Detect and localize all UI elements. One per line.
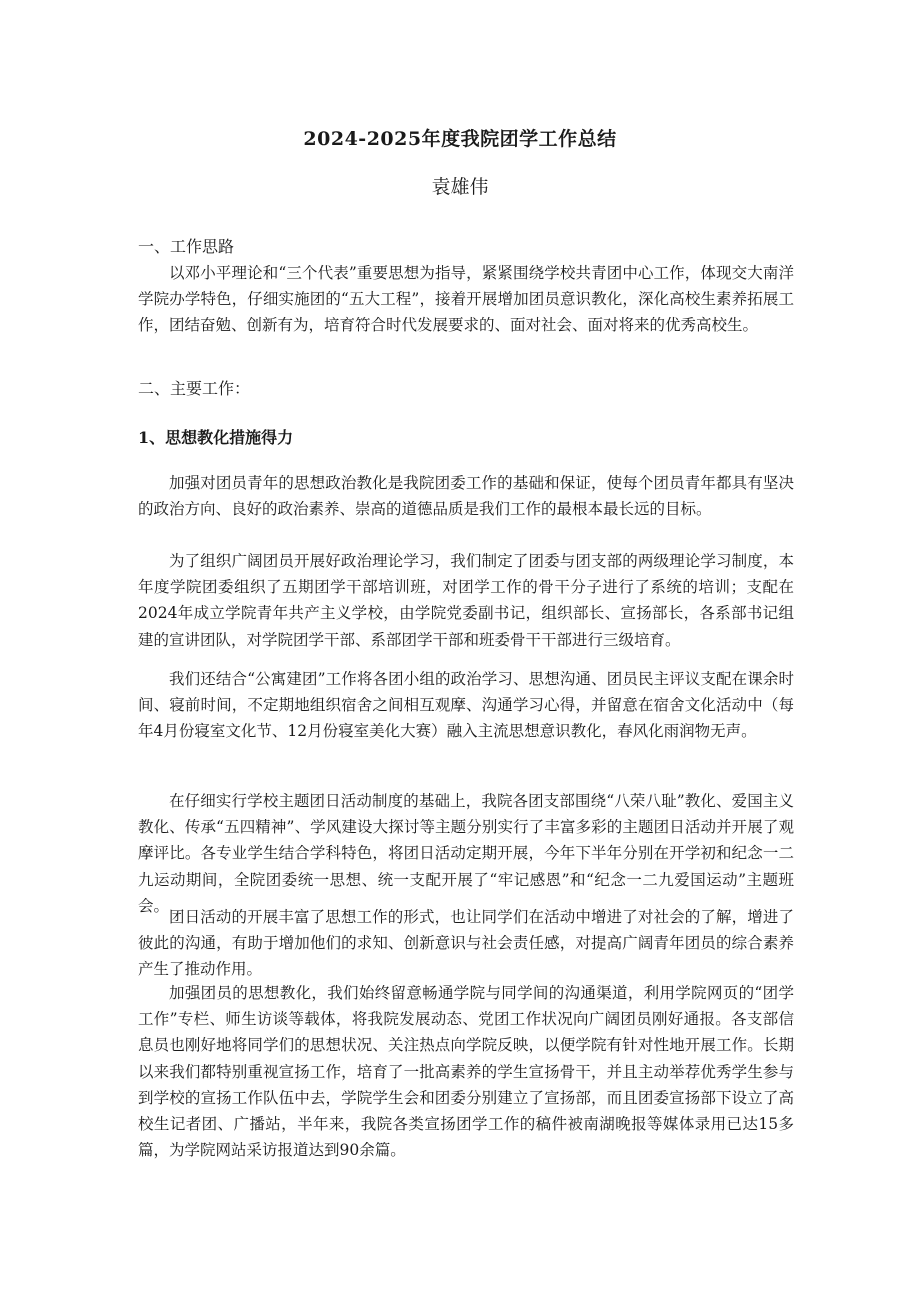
paragraph-5: 团日活动的开展丰富了思想工作的形式，也让同学们在活动中增进了对社会的了解，增进了彼此的沟通，有助于增加他们的求知、创新意识与社会责任感，对提高广阔青年团员的综合素养产生了推动作用。 [138, 908, 794, 979]
paragraph-6: 加强团员的思想教化，我们始终留意畅通学院与同学间的沟通渠道，利用学院网页的“团学工作”专栏、师生访谈等载体，将我院发展动态、党团工作状况向广阔团员刚好通报。各支部信息员也刚好地将同学们的思想状况、关注热点向学院反映，以便学院有针对性地开展工作。长期以来我们都特别重视宣扬工作，培育了一批高素养的学生宣扬骨干，并且主动举荐优秀学生参与到学校的宣扬工作队伍中去，学院学生会和团委分别建立了宣扬部，而且团委宣扬部下设立了高校生记者团、广播站，半年来，我院各类宣扬团学工作的稿件被南湖晚报等媒体录用已达15多篇，为学院网站采访报道达到90余篇。 [138, 984, 794, 1160]
section-heading-main-work: 二、主要工作： [138, 379, 251, 398]
paragraph-1: 加强对团员青年的思想政治教化是我院团委工作的基础和保证，使每个团员青年都具有坚决的政治方向、良好的政治素养、崇高的道德品质是我们工作的最根本最长远的目标。 [138, 474, 794, 519]
document-title: 2024-2025年度我院团学工作总结 [303, 128, 617, 150]
subsection-heading-ideological-education: 1、思想教化措施得力 [138, 428, 294, 447]
paragraph-3: 我们还结合“公寓建团”工作将各团小组的政治学习、思想沟通、团员民主评议支配在课余时间、寝前时间，不定期地组织宿舍之间相互观摩、沟通学习心得，并留意在宿舍文化活动中（每年4月份寝室文化节、12月份寝室美化大赛）融入主流思想意识教化，春风化雨润物无声。 [138, 670, 794, 741]
paragraph-4: 在仔细实行学校主题团日活动制度的基础上，我院各团支部围绕“八荣八耻”教化、爱国主义教化、传承“五四精神”、学风建设大探讨等主题分别实行了丰富多彩的主题团日活动并开展了观摩评比。各专业学生结合学科特色，将团日活动定期开展，今年下半年分别在开学初和纪念一二九运动期间，全院团委统一思想、统一支配开展了“牢记感恩”和“纪念一二九爱国运动”主题班会。 [138, 792, 794, 915]
paragraph-work-approach: 以邓小平理论和“三个代表”重要思想为指导，紧紧围绕学校共青团中心工作，体现交大南洋学院办学特色，仔细实施团的“五大工程”，接着开展增加团员意识教化，深化高校生素养拓展工作，团结奋勉、创新有为，培育符合时代发展要求的、面对社会、面对将来的优秀高校生。 [138, 264, 794, 335]
section-heading-work-approach: 一、工作思路 [138, 237, 235, 256]
paragraph-2: 为了组织广阔团员开展好政治理论学习，我们制定了团委与团支部的两级理论学习制度，本年度学院团委组织了五期团学干部培训班，对团学工作的骨干分子进行了系统的培训；支配在2024年成立学院青年共产主义学校，由学院党委副书记，组织部长、宣扬部长，各系部书记组建的宣讲团队，对学院团学干部、系部团学干部和班委骨干干部进行三级培育。 [138, 552, 794, 649]
document-author: 袁雄伟 [431, 176, 489, 198]
